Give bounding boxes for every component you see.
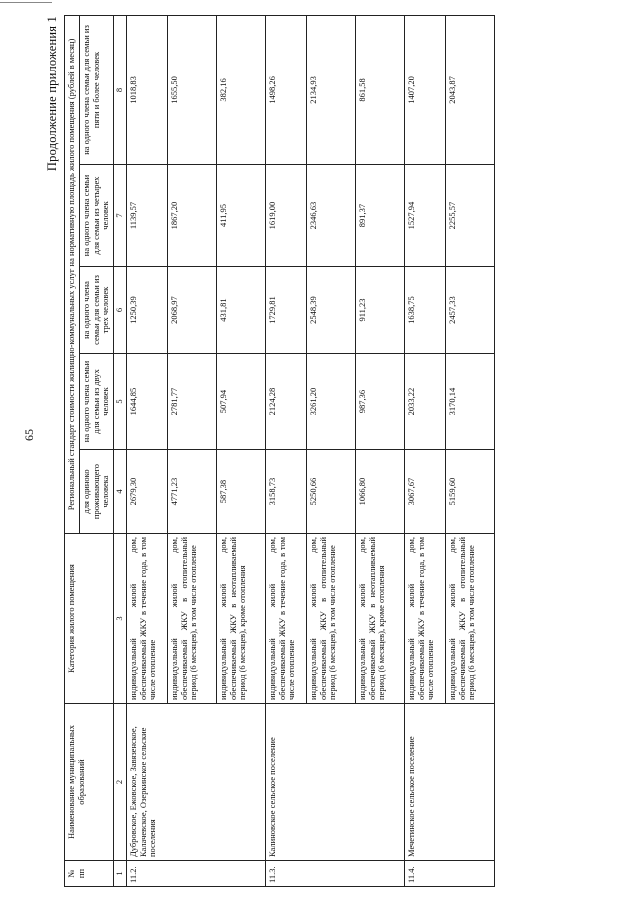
value-cell: 1498,26 <box>265 15 306 164</box>
value-cell: 2548,39 <box>306 267 355 354</box>
housing-category: индивидуальный жилой дом, обеспечиваемый ЖКУ в отопительный период (6 месяцев), в том числе отопление <box>445 534 494 704</box>
value-cell: 431,81 <box>216 267 265 354</box>
housing-category: индивидуальный жилой дом, обеспечиваемый ЖКУ в течение года, в том числе отопление <box>265 534 306 704</box>
value-cell: 1407,20 <box>404 15 445 164</box>
value-cell: 4771,23 <box>167 450 216 534</box>
value-cell: 2068,97 <box>167 267 216 354</box>
municipality-name: Мечетинское сельское поселение <box>404 704 494 861</box>
value-cell: 3158,73 <box>265 450 306 534</box>
header-row-1 <box>65 15 80 886</box>
value-cell: 1066,80 <box>355 450 404 534</box>
housing-category: индивидуальный жилой дом, обеспечиваемый ЖКУ в течение года, в том числе отопление <box>126 534 167 704</box>
col-number: 1 <box>114 861 127 887</box>
value-cell: 2043,87 <box>445 15 494 164</box>
value-cell: 2124,28 <box>265 354 306 450</box>
table-row <box>404 15 445 886</box>
section-number: 11.4. <box>404 861 494 887</box>
value-cell: 3067,67 <box>404 450 445 534</box>
municipality-name: Дубровское, Ежовское, Завязенское, Калачевское, Озеркинское сельские поселения <box>126 704 265 861</box>
header-sub-2: на одного члена семьи для семьи из двух человек <box>79 354 113 450</box>
value-cell: 382,16 <box>216 15 265 164</box>
value-cell: 3170,14 <box>445 354 494 450</box>
value-cell: 5250,66 <box>306 450 355 534</box>
housing-category: индивидуальный жилой дом, обеспечиваемый ЖКУ в отопительный период (6 месяцев), в том числе отопление <box>306 534 355 704</box>
value-cell: 411,95 <box>216 165 265 267</box>
housing-category: индивидуальный жилой дом, обеспечиваемый ЖКУ в неотапливаемый период (6 месяцев), кроме отопления <box>355 534 404 704</box>
value-cell: 2346,63 <box>306 165 355 267</box>
value-cell: 1018,83 <box>126 15 167 164</box>
col-number: 2 <box>114 704 127 861</box>
col-number: 8 <box>114 15 127 164</box>
header-sub-5: на одного члена семьи для семьи из пяти и более человек <box>79 15 113 164</box>
page-number: 65 <box>22 429 36 441</box>
col-number: 4 <box>114 450 127 534</box>
header-sub-3: на одного члена семьи для семьи из трех человек <box>79 267 113 354</box>
value-cell: 987,36 <box>355 354 404 450</box>
header-num: № пп <box>65 861 114 887</box>
col-number: 7 <box>114 165 127 267</box>
section-number: 11.3. <box>265 861 404 887</box>
value-cell: 911,23 <box>355 267 404 354</box>
column-number-row <box>114 15 127 886</box>
value-cell: 861,58 <box>355 15 404 164</box>
value-cell: 1619,00 <box>265 165 306 267</box>
value-cell: 2255,57 <box>445 165 494 267</box>
value-cell: 1867,20 <box>167 165 216 267</box>
col-number: 5 <box>114 354 127 450</box>
value-cell: 2033,22 <box>404 354 445 450</box>
value-cell: 1644,85 <box>126 354 167 450</box>
table-row <box>265 15 306 886</box>
value-cell: 1250,39 <box>126 267 167 354</box>
value-cell: 2679,30 <box>126 450 167 534</box>
section-number: 11.2. <box>126 861 265 887</box>
value-cell: 5159,60 <box>445 450 494 534</box>
table-row <box>126 15 167 886</box>
value-cell: 1527,94 <box>404 165 445 267</box>
value-cell: 587,38 <box>216 450 265 534</box>
value-cell: 1729,81 <box>265 267 306 354</box>
col-number: 6 <box>114 267 127 354</box>
value-cell: 1655,50 <box>167 15 216 164</box>
housing-category: индивидуальный жилой дом, обеспечиваемый ЖКУ в отопительный период (6 месяцев), в том числе отопление <box>167 534 216 704</box>
housing-category: индивидуальный жилой дом, обеспечиваемый ЖКУ в течение года, в том числе отопление <box>404 534 445 704</box>
value-cell: 507,94 <box>216 354 265 450</box>
municipality-name: Калиновское сельское поселение <box>265 704 404 861</box>
header-category: Категория жилого помещения <box>65 534 114 704</box>
header-sub-4: на одного члена семьи для семьи из четырех человек <box>79 165 113 267</box>
value-cell: 3261,20 <box>306 354 355 450</box>
appendix-note: Продолжение приложения 1 <box>45 16 59 172</box>
value-cell: 891,37 <box>355 165 404 267</box>
standards-table <box>64 15 495 887</box>
value-cell: 1638,75 <box>404 267 445 354</box>
value-cell: 1139,57 <box>126 165 167 267</box>
housing-category: индивидуальный жилой дом, обеспечиваемый ЖКУ в неотапливаемый период (6 месяцев), кроме отопления <box>216 534 265 704</box>
value-cell: 2781,77 <box>167 354 216 450</box>
col-number: 3 <box>114 534 127 704</box>
value-cell: 2134,93 <box>306 15 355 164</box>
header-name: Наименование муниципальных образований <box>65 704 114 861</box>
header-sub-1: для одиноко проживающего человека <box>79 450 113 534</box>
value-cell: 2457,33 <box>445 267 494 354</box>
header-standard-title: Региональный стандарт стоимости жилищно-коммунальных услуг на нормативную площадь жилого помещения (рублей в месяц) <box>65 15 80 533</box>
